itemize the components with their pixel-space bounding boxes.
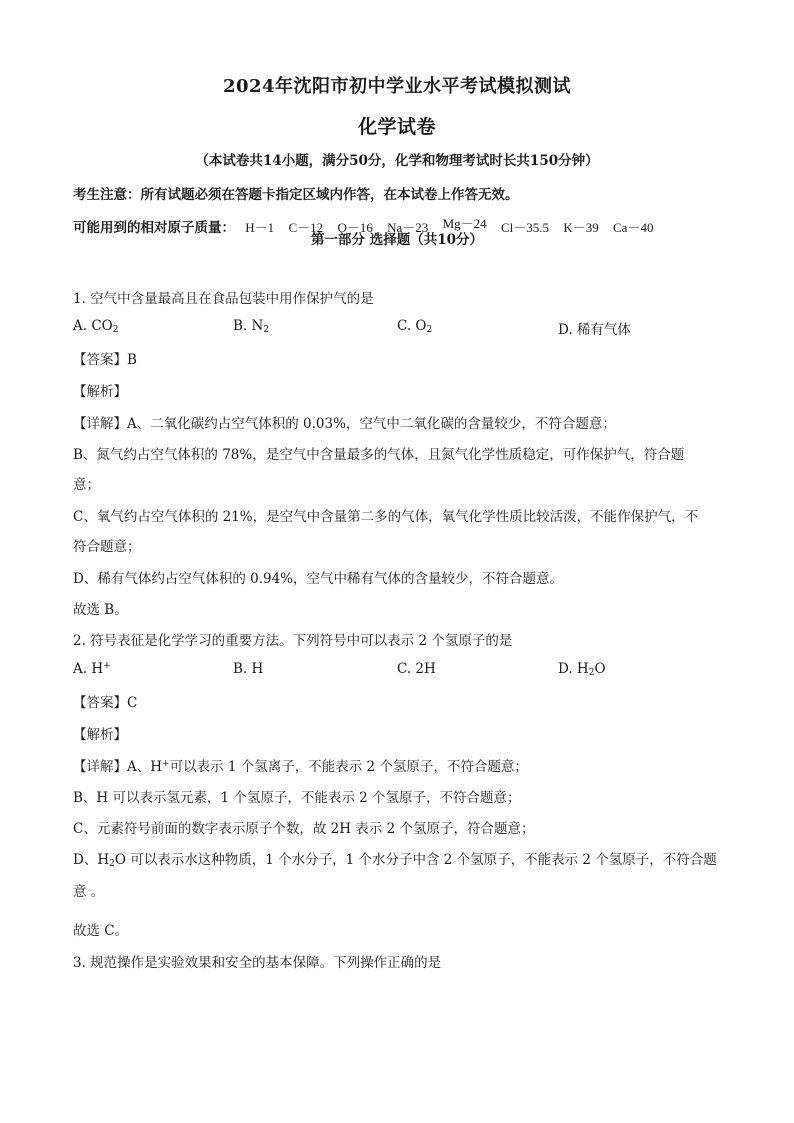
mass-mg: Mg－24	[442, 216, 487, 231]
q2-detail-d-cont: 意 。	[73, 884, 105, 900]
q3-stem: 3. 规范操作是实验效果和安全的基本保障。下列操作正确的是	[73, 955, 442, 971]
q1-option-c: C. $O_2$	[397, 318, 433, 335]
mass-cl: Cl－35.5	[500, 220, 550, 235]
q1-conclusion: 故选 B。	[73, 602, 128, 618]
q2-option-d: D. $H_2O$	[558, 661, 606, 678]
mass-c: C－12	[288, 220, 324, 235]
exam-title: 2024年沈阳市初中学业水平考试模拟测试	[222, 76, 572, 97]
exam-subtitle: 化学试卷	[357, 116, 436, 138]
q2-stem: 2. 符号表征是化学学习的重要方法。下列符号中可以表示 2 个氢原子的是	[73, 633, 513, 649]
q1-stem: 1. 空气中含量最高且在食品包装中用作保护气的是	[73, 291, 374, 307]
section-title: 第一部分 选择题（共10分）	[311, 232, 483, 248]
mass-o: O－16	[337, 220, 373, 235]
q2-analysis-label: 【解析】	[73, 727, 127, 743]
exam-note: （本试卷共14小题，满分50分，化学和物理考试时长共150分钟）	[195, 153, 599, 169]
mass-ca: Ca－40	[613, 220, 654, 235]
q2-detail-c: C、元素符号前面的数字表示原子个数，故 2H 表示 2 个氢原子，符合题意；	[73, 821, 535, 837]
q1-detail-b: B、氮气约占空气体积的 78%，是空气中含量最多的气体，且氮气化学性质稳定，可作保护气，符合题	[73, 447, 685, 463]
mass-k: K－39	[563, 220, 599, 235]
q2-option-b: B. H	[233, 661, 264, 677]
mass-na: Na－23	[387, 220, 429, 235]
q2-option-c: C. 2H	[397, 661, 436, 677]
q1-answer: 【答案】B	[73, 352, 137, 368]
q1-analysis-label: 【解析】	[73, 384, 127, 400]
q1-option-a: A. $CO_2$	[73, 318, 119, 335]
q2-answer: 【答案】C	[73, 695, 138, 711]
q1-option-b: B. $N_2$	[233, 318, 270, 335]
candidate-notice: 考生注意：所有试题必须在答题卡指定区域内作答，在本试卷上作答无效。	[73, 187, 519, 203]
masses-label: 可能用到的相对原子质量：	[73, 220, 235, 236]
q2-detail-b: B、H 可以表示氢元素，1 个氢原子，不能表示 2 个氢原子，不符合题意；	[73, 790, 521, 806]
q1-detail-c-cont: 符合题意；	[73, 539, 141, 555]
q1-detail-d: D、稀有气体约占空气体积的 0.94%，空气中稀有气体的含量较少，不符合题意。	[73, 571, 564, 587]
q1-detail-a: 【详解】A、二氧化碳约占空气体积的 0.03%，空气中二氧化碳的含量较少，不符合题意；	[73, 416, 616, 432]
mass-h: H－1	[245, 220, 275, 235]
q2-option-a: A. H+	[73, 661, 111, 677]
q2-detail-a: 【详解】A、H+可以表示 1 个氢离子，不能表示 2 个氢原子，不符合题意；	[73, 759, 528, 775]
q1-detail-c: C、氧气约占空气体积的 21%，是空气中含量第二多的气体，氧气化学性质比较活泼，不能作保护气，不	[73, 509, 699, 525]
q2-conclusion: 故选 C。	[73, 923, 129, 939]
q1-detail-b-cont: 意；	[73, 477, 100, 493]
q1-option-d: D. 稀有气体	[558, 322, 631, 338]
q2-detail-d: D、$H_2O$ 可以表示水这种物质，1 个水分子，1 个水分子中含 2 个氢原子，不能表示 2 个氢原子，不符合题	[73, 852, 717, 869]
